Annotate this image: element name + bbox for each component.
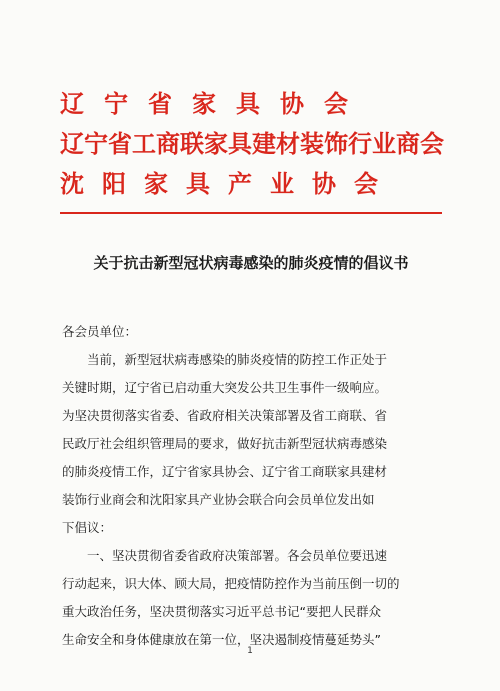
paragraph-line: 关键时期，辽宁省已启动重大突发公共卫生事件一级响应。 [62, 380, 388, 395]
paragraph-line: 装饰行业商会和沈阳家具产业协会联合向会员单位发出如 [62, 492, 375, 507]
org-name-2: 辽宁省工商联家具建材装饰行业商会 [60, 129, 444, 158]
letterhead [60, 84, 444, 204]
paragraph-line: 重大政治任务，坚决贯彻落实习近平总书记“要把人民群众 [62, 604, 381, 619]
salutation: 各会员单位： [62, 324, 138, 339]
paragraph-line: 民政厅社会组织管理局的要求，做好抗击新型冠状病毒感染 [62, 436, 388, 451]
paragraph-line: 为坚决贯彻落实省委、省政府相关决策部署及省工商联、省 [62, 408, 388, 423]
paragraph-line: 一、坚决贯彻省委省政府决策部署。各会员单位要迅速 [87, 548, 388, 563]
document-title: 关于抗击新型冠状病毒感染的肺炎疫情的倡议书 [93, 254, 409, 272]
paragraph-line: 生命安全和身体健康放在第一位，坚决遏制疫情蔓延势头” [62, 632, 381, 647]
paragraph-line: 行动起来，识大体、顾大局，把疫情防控作为当前压倒一切的 [62, 576, 400, 591]
paragraph-line: 下倡议： [62, 520, 113, 535]
paragraph-line: 的肺炎疫情工作，辽宁省家具协会、辽宁省工商联家具建材 [62, 464, 388, 479]
page-number: 1 [247, 646, 253, 656]
org-name-1: 辽宁省家具协会 [60, 89, 368, 118]
paragraph-line: 当前，新型冠状病毒感染的肺炎疫情的防控工作正处于 [87, 352, 388, 367]
document-body [62, 318, 442, 654]
org-name-3: 沈阳家具产业协会 [60, 169, 396, 198]
letterhead-divider [60, 212, 442, 214]
